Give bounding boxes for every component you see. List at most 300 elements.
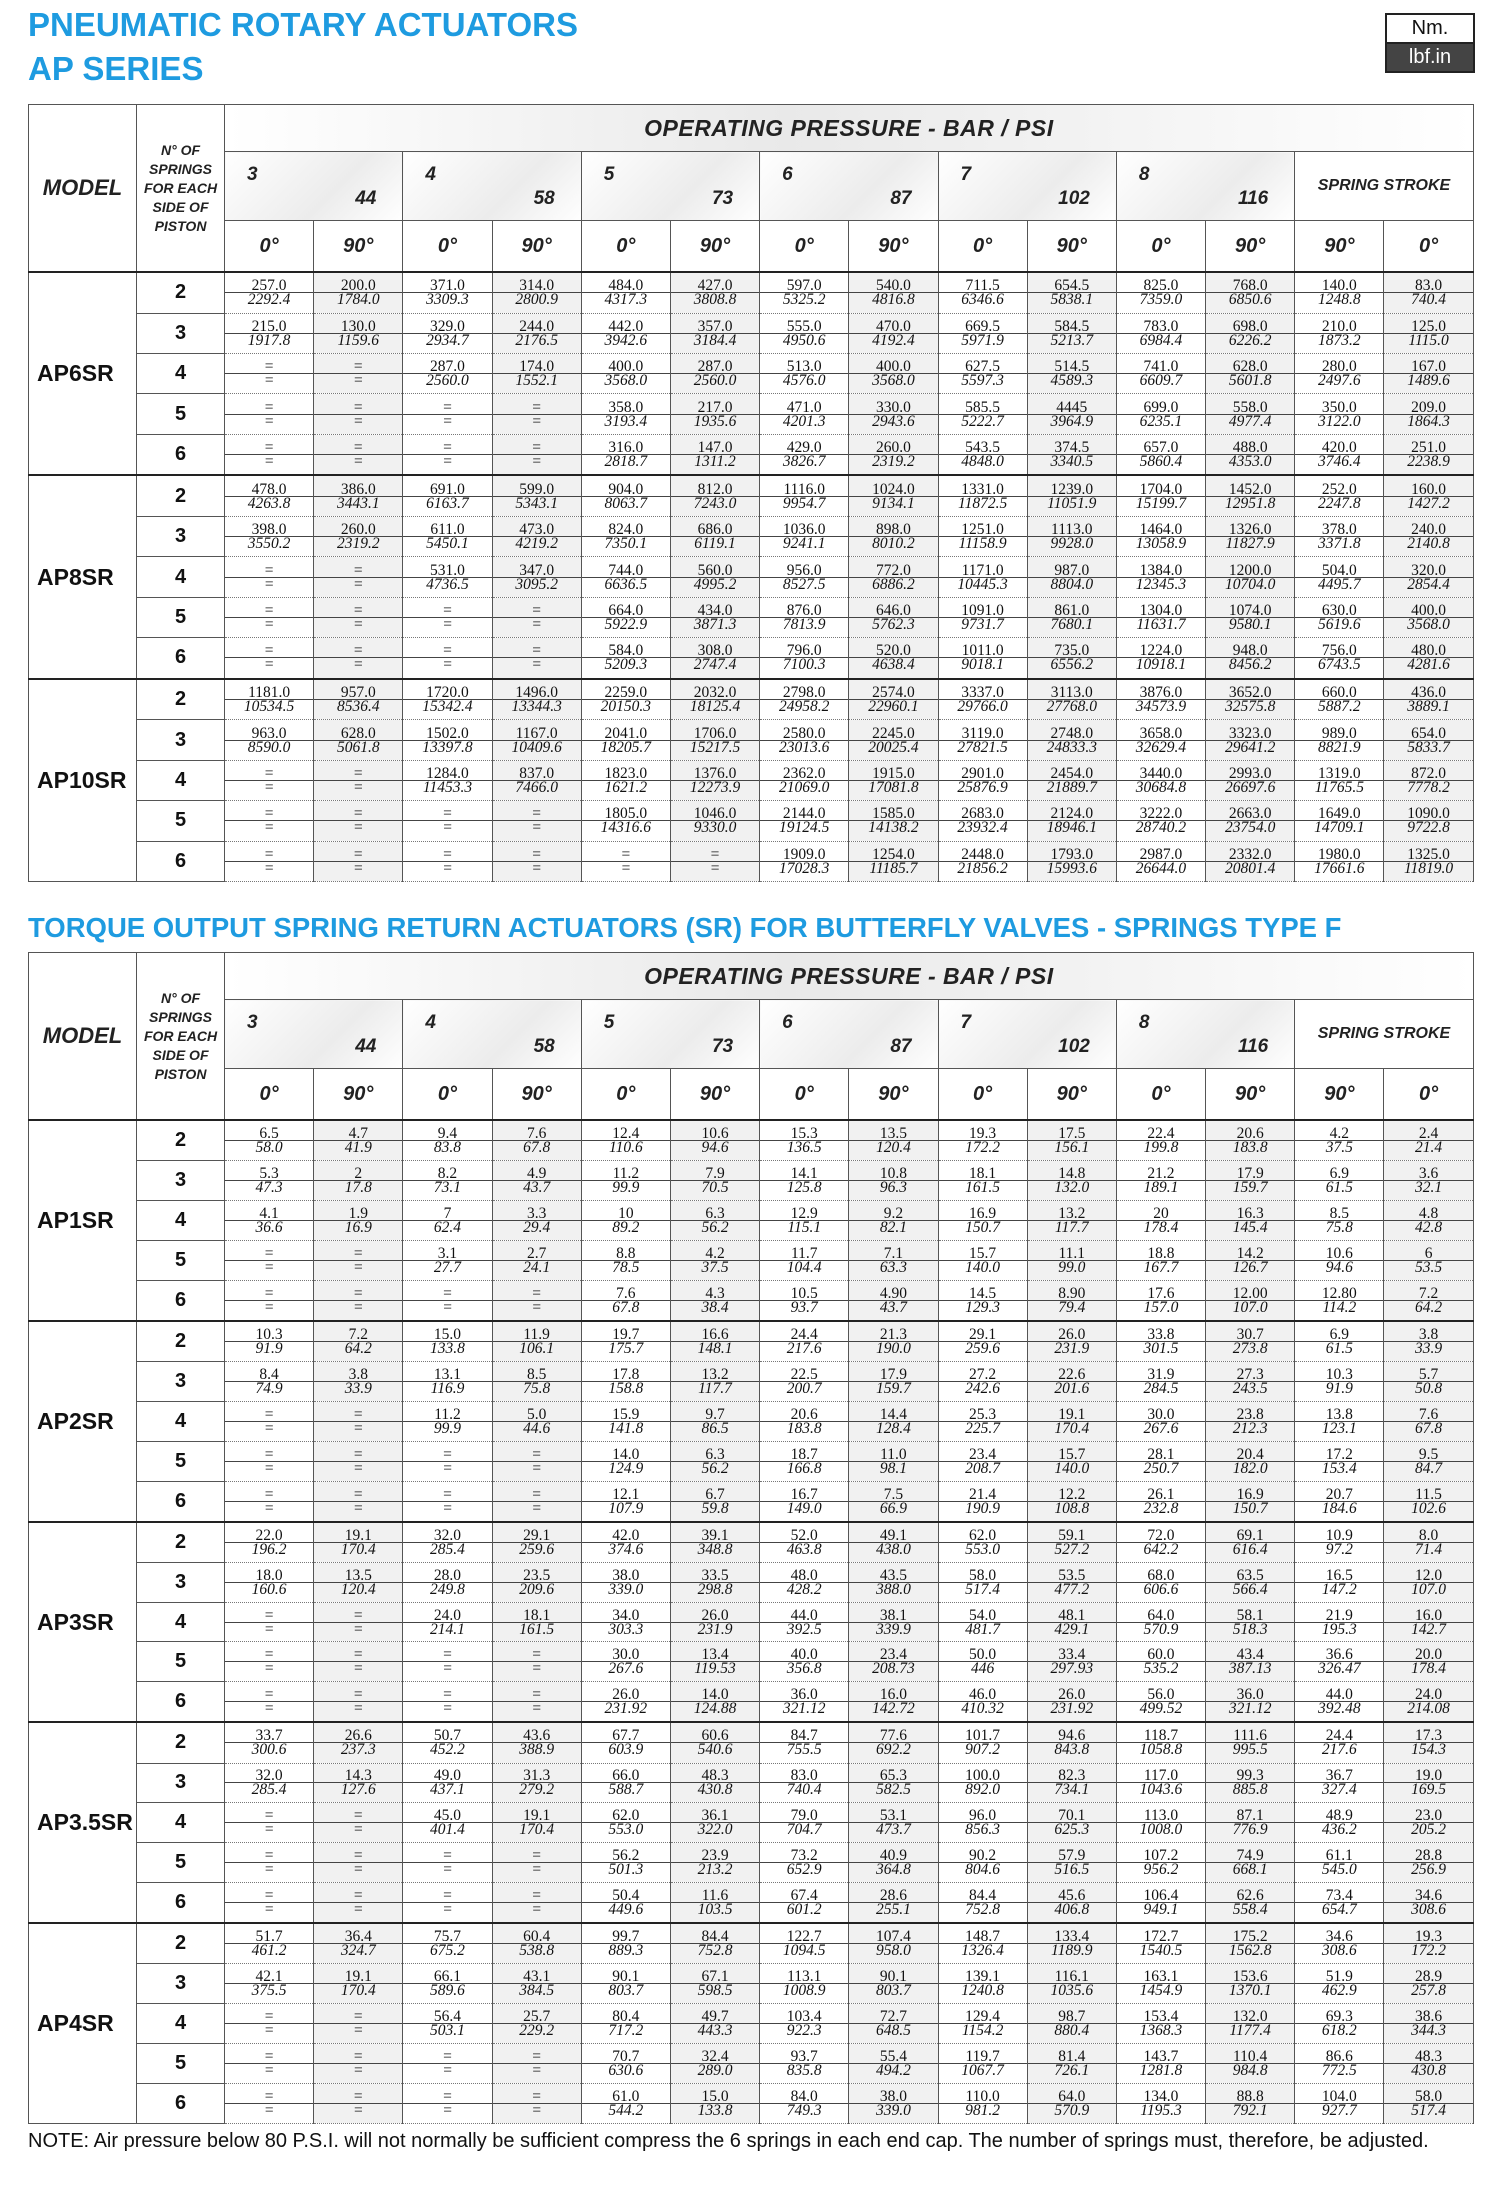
- torque-nm: 167.0: [1411, 358, 1447, 376]
- torque-lbfin: 41.9: [314, 1140, 402, 1154]
- torque-lbfin: 104.4: [760, 1260, 848, 1274]
- torque-cell: [1206, 272, 1295, 313]
- torque-lbfin: 516.5: [1028, 1862, 1116, 1876]
- torque-lbfin: 463.8: [760, 1542, 848, 1556]
- torque-lbfin: 36.6: [225, 1220, 313, 1234]
- torque-nm: 1704.0: [1139, 480, 1183, 498]
- torque-lbfin: 175.7: [582, 1341, 670, 1355]
- spring-count: 5: [137, 2044, 225, 2084]
- spring-count: 2: [137, 475, 225, 516]
- torque-cell: [403, 1522, 492, 1563]
- torque-nm: 796.0: [786, 642, 822, 660]
- torque-cell: [670, 841, 759, 881]
- torque-lbfin: 473.7: [849, 1822, 937, 1836]
- torque-nm: 744.0: [608, 561, 644, 579]
- torque-lbfin: 63.3: [849, 1260, 937, 1274]
- torque-nm: 2683.0: [961, 805, 1004, 823]
- torque-cell: [1384, 720, 1473, 760]
- torque-cell: [849, 801, 938, 841]
- torque-lbfin: 540.6: [671, 1742, 759, 1756]
- torque-cell: [403, 1642, 492, 1682]
- torque-lbfin: 922.3: [760, 2023, 848, 2037]
- torque-cell: [225, 1722, 314, 1763]
- torque-nm: 442.0: [608, 317, 644, 335]
- torque-nm: 60.0: [1147, 1646, 1175, 1664]
- torque-cell: [760, 2044, 849, 2084]
- torque-cell: [938, 313, 1027, 353]
- torque-nm: 5.0: [526, 1405, 547, 1423]
- torque-lbfin: 616.4: [1206, 1542, 1294, 1556]
- torque-lbfin: 94.6: [671, 1140, 759, 1154]
- torque-lbfin: 749.3: [760, 2103, 848, 2117]
- model-name: AP1SR: [29, 1120, 137, 1321]
- torque-cell: [314, 1441, 403, 1481]
- torque-nm: 2032.0: [693, 684, 737, 702]
- torque-lbfin: 27821.5: [939, 740, 1027, 754]
- torque-lbfin: =: [225, 657, 313, 671]
- torque-lbfin: 38.4: [671, 1300, 759, 1314]
- torque-cell: [1295, 2083, 1384, 2123]
- torque-lbfin: 4816.8: [849, 292, 937, 306]
- torque-nm: 119.7: [965, 2048, 1000, 2066]
- torque-nm: 62.6: [1236, 1887, 1264, 1905]
- torque-nm: 27.2: [969, 1365, 997, 1383]
- torque-lbfin: 123.1: [1295, 1421, 1383, 1435]
- torque-lbfin: 231.92: [582, 1701, 670, 1715]
- torque-cell: [225, 2044, 314, 2084]
- torque-cell: [760, 434, 849, 475]
- spring-count: 2: [137, 1321, 225, 1362]
- torque-nm: 2663.0: [1228, 805, 1272, 823]
- torque-lbfin: =: [403, 1862, 491, 1876]
- torque-nm: 6: [1424, 1244, 1433, 1262]
- torque-lbfin: 158.8: [582, 1381, 670, 1395]
- torque-cell: [1384, 679, 1473, 720]
- torque-nm: 10.8: [879, 1165, 907, 1183]
- torque-lbfin: 7243.0: [671, 496, 759, 510]
- torque-lbfin: 570.9: [1117, 1622, 1205, 1636]
- torque-lbfin: =: [314, 861, 402, 875]
- torque-lbfin: =: [225, 373, 313, 387]
- angle-header: 90°: [1206, 221, 1295, 273]
- torque-lbfin: 11872.5: [939, 496, 1027, 510]
- torque-cell: [938, 517, 1027, 557]
- torque-lbfin: 214.08: [1384, 1701, 1472, 1715]
- angle-header: 90°: [314, 1069, 403, 1121]
- torque-lbfin: 517.4: [939, 1582, 1027, 1596]
- torque-lbfin: 553.0: [939, 1542, 1027, 1556]
- torque-lbfin: 1248.8: [1295, 292, 1383, 306]
- torque-lbfin: 25876.9: [939, 780, 1027, 794]
- torque-cell: [760, 1642, 849, 1682]
- torque-cell: [849, 2083, 938, 2123]
- torque-cell: [938, 1361, 1027, 1401]
- torque-lbfin: 28740.2: [1117, 820, 1205, 834]
- torque-cell: [492, 313, 581, 353]
- torque-cell: [403, 434, 492, 475]
- torque-lbfin: =: [225, 820, 313, 834]
- torque-nm: 51.9: [1325, 1968, 1353, 1986]
- torque-nm: 585.5: [965, 398, 1001, 416]
- torque-lbfin: 5833.7: [1384, 740, 1472, 754]
- torque-lbfin: 23013.6: [760, 740, 848, 754]
- pressure-bar: 5: [603, 1012, 615, 1033]
- torque-nm: 8.8: [616, 1244, 636, 1262]
- torque-lbfin: 8804.0: [1028, 577, 1116, 591]
- torque-nm: 1113.0: [1051, 521, 1093, 539]
- torque-cell: [492, 679, 581, 720]
- torque-lbfin: 7680.1: [1028, 617, 1116, 631]
- torque-lbfin: 1189.9: [1028, 1943, 1116, 1957]
- torque-nm: 55.4: [879, 2048, 907, 2066]
- torque-cell: [670, 434, 759, 475]
- torque-cell: [1206, 1441, 1295, 1481]
- torque-nm: =: [264, 764, 274, 782]
- torque-lbfin: 2934.7: [403, 333, 491, 347]
- torque-cell: [1295, 1763, 1384, 1803]
- torque-cell: [403, 1321, 492, 1362]
- torque-lbfin: =: [493, 861, 581, 875]
- torque-nm: 12.0: [1415, 1566, 1443, 1584]
- torque-nm: 2798.0: [782, 684, 826, 702]
- torque-nm: 2448.0: [961, 845, 1004, 863]
- table-row: [29, 1161, 1474, 1201]
- torque-lbfin: 429.1: [1028, 1622, 1116, 1636]
- torque-lbfin: 324.7: [314, 1943, 402, 1957]
- torque-lbfin: 178.4: [1384, 1661, 1472, 1675]
- torque-lbfin: 1784.0: [314, 292, 402, 306]
- torque-cell: [760, 1843, 849, 1883]
- torque-nm: 43.6: [523, 1727, 551, 1745]
- torque-cell: [581, 679, 670, 720]
- torque-nm: 13.5: [879, 1125, 907, 1143]
- torque-lbfin: 93.7: [760, 1300, 848, 1314]
- torque-nm: =: [443, 398, 452, 416]
- torque-cell: [1206, 760, 1295, 800]
- torque-cell: [314, 1843, 403, 1883]
- torque-cell: [1295, 475, 1384, 516]
- torque-lbfin: 17661.6: [1295, 861, 1383, 875]
- torque-lbfin: 1562.8: [1206, 1943, 1294, 1957]
- torque-lbfin: 89.2: [582, 1220, 670, 1234]
- torque-nm: 2: [354, 1165, 363, 1183]
- torque-nm: 2332.0: [1228, 845, 1272, 863]
- torque-lbfin: 285.4: [403, 1542, 491, 1556]
- angle-header: 90°: [670, 1069, 759, 1121]
- torque-nm: 3119.0: [961, 724, 1004, 742]
- torque-nm: 400.0: [875, 358, 911, 376]
- torque-lbfin: 303.3: [582, 1622, 670, 1636]
- spring-count: 6: [137, 1481, 225, 1522]
- torque-cell: [1384, 801, 1473, 841]
- torque-nm: 3876.0: [1139, 684, 1183, 702]
- torque-cell: [938, 597, 1027, 637]
- torque-cell: [670, 1602, 759, 1642]
- torque-nm: =: [443, 601, 452, 619]
- torque-nm: 15.7: [1058, 1445, 1086, 1463]
- pressure-psi: 73: [711, 188, 734, 209]
- torque-nm: 94.6: [1058, 1727, 1086, 1745]
- torque-lbfin: 8010.2: [849, 536, 937, 550]
- torque-cell: [938, 1321, 1027, 1362]
- torque-nm: =: [353, 1887, 363, 1905]
- torque-lbfin: 388.9: [493, 1742, 581, 1756]
- torque-lbfin: 5971.9: [939, 333, 1027, 347]
- torque-cell: [1206, 1843, 1295, 1883]
- torque-nm: 427.0: [697, 277, 733, 295]
- model-name: AP2SR: [29, 1321, 137, 1522]
- torque-nm: =: [353, 358, 363, 376]
- torque-nm: 287.0: [430, 358, 465, 376]
- angle-header: 0°: [581, 221, 670, 273]
- torque-nm: 6.3: [705, 1445, 725, 1463]
- torque-cell: [581, 1321, 670, 1362]
- torque-nm: =: [264, 642, 274, 660]
- torque-lbfin: 4495.7: [1295, 577, 1383, 591]
- torque-nm: 14.0: [701, 1686, 729, 1704]
- pressure-cell: [581, 1000, 759, 1069]
- torque-nm: 28.6: [879, 1887, 907, 1905]
- torque-cell: [849, 1280, 938, 1321]
- torque-cell: [849, 1441, 938, 1481]
- torque-cell: [760, 1280, 849, 1321]
- torque-lbfin: 297.93: [1028, 1661, 1116, 1675]
- torque-lbfin: 11185.7: [849, 861, 937, 875]
- torque-cell: [1027, 1120, 1116, 1161]
- torque-cell: [938, 679, 1027, 720]
- operating-pressure-header: OPERATING PRESSURE - BAR / PSI: [225, 105, 1474, 152]
- torque-cell: [670, 597, 759, 637]
- torque-nm: 38.6: [1415, 2008, 1443, 2026]
- torque-table: [28, 952, 1474, 2124]
- torque-lbfin: 2247.8: [1295, 496, 1383, 510]
- torque-nm: 24.0: [433, 1606, 462, 1624]
- torque-cell: [849, 1120, 938, 1161]
- torque-lbfin: 11631.7: [1117, 617, 1205, 631]
- torque-lbfin: 7813.9: [760, 617, 848, 631]
- torque-cell: [581, 760, 670, 800]
- torque-nm: 4.7: [348, 1125, 368, 1143]
- torque-cell: [849, 1240, 938, 1280]
- torque-nm: 378.0: [1321, 521, 1357, 539]
- torque-cell: [581, 1522, 670, 1563]
- torque-lbfin: 1115.0: [1384, 333, 1472, 347]
- model-name: AP8SR: [29, 475, 137, 678]
- torque-nm: 13.2: [1058, 1204, 1086, 1222]
- torque-cell: [1295, 1964, 1384, 2004]
- torque-lbfin: 108.8: [1028, 1501, 1116, 1515]
- torque-cell: [849, 638, 938, 679]
- torque-cell: [938, 638, 1027, 679]
- table-row: [29, 679, 1474, 720]
- torque-lbfin: 167.7: [1117, 1260, 1205, 1274]
- torque-nm: 8.2: [437, 1165, 458, 1183]
- torque-nm: =: [353, 1646, 363, 1664]
- torque-nm: =: [264, 1646, 274, 1664]
- torque-lbfin: 1370.1: [1206, 1983, 1294, 1997]
- torque-cell: [492, 1923, 581, 1964]
- torque-nm: 32.4: [701, 2048, 729, 2066]
- torque-cell: [581, 1843, 670, 1883]
- page-subtitle: AP SERIES: [28, 50, 204, 87]
- torque-cell: [670, 1321, 759, 1362]
- torque-nm: 987.0: [1054, 561, 1090, 579]
- torque-nm: =: [353, 1686, 363, 1704]
- torque-lbfin: 7778.2: [1384, 780, 1472, 794]
- torque-lbfin: 11158.9: [939, 536, 1027, 550]
- torque-cell: [938, 1161, 1027, 1201]
- torque-nm: 957.0: [340, 684, 376, 702]
- torque-nm: 60.6: [701, 1727, 729, 1745]
- torque-nm: 963.0: [251, 724, 287, 742]
- torque-nm: 32.0: [433, 1526, 462, 1544]
- torque-cell: [492, 1401, 581, 1441]
- torque-cell: [1206, 313, 1295, 353]
- spring-stroke-header: SPRING STROKE: [1295, 152, 1473, 221]
- torque-nm: 63.5: [1236, 1566, 1264, 1584]
- torque-cell: [1027, 1722, 1116, 1763]
- torque-lbfin: 61.5: [1295, 1180, 1383, 1194]
- torque-nm: 357.0: [697, 317, 733, 335]
- torque-cell: [492, 1321, 581, 1362]
- torque-cell: [1206, 1200, 1295, 1240]
- spring-count: 3: [137, 1161, 225, 1201]
- torque-nm: 25.3: [969, 1405, 997, 1423]
- torque-nm: 19.1: [523, 1807, 551, 1825]
- table-row: [29, 760, 1474, 800]
- torque-cell: [1027, 1481, 1116, 1522]
- torque-nm: 49.0: [433, 1767, 462, 1785]
- torque-cell: [1384, 1481, 1473, 1522]
- torque-lbfin: 6850.6: [1206, 292, 1294, 306]
- torque-cell: [1295, 1240, 1384, 1280]
- torque-nm: =: [353, 642, 363, 660]
- torque-nm: 4.90: [879, 1284, 907, 1302]
- torque-cell: [225, 720, 314, 760]
- torque-cell: [1027, 2044, 1116, 2084]
- torque-nm: 287.0: [697, 358, 733, 376]
- torque-lbfin: 792.1: [1206, 2103, 1294, 2117]
- torque-cell: [314, 1321, 403, 1362]
- torque-table-1: [28, 104, 1473, 882]
- torque-lbfin: 5061.8: [314, 740, 402, 754]
- torque-lbfin: 161.5: [493, 1622, 581, 1636]
- torque-nm: 57.9: [1058, 1847, 1086, 1865]
- table-row: [29, 2083, 1474, 2123]
- torque-lbfin: 23754.0: [1206, 820, 1294, 834]
- angle-header: 0°: [225, 1069, 314, 1121]
- torque-lbfin: 195.3: [1295, 1622, 1383, 1636]
- torque-cell: [1295, 517, 1384, 557]
- torque-nm: 104.0: [1321, 2087, 1357, 2105]
- torque-nm: 11.6: [701, 1887, 729, 1905]
- torque-lbfin: 8456.2: [1206, 657, 1294, 671]
- torque-cell: [314, 1361, 403, 1401]
- torque-cell: [1027, 1361, 1116, 1401]
- torque-lbfin: 160.6: [225, 1582, 313, 1596]
- torque-nm: 1384.0: [1139, 561, 1183, 579]
- torque-cell: [581, 1883, 670, 1924]
- torque-nm: 2748.0: [1050, 724, 1094, 742]
- torque-cell: [314, 1481, 403, 1522]
- torque-lbfin: 553.0: [582, 1822, 670, 1836]
- pressure-psi: 44: [355, 1036, 377, 1057]
- angle-header: 0°: [938, 1069, 1027, 1121]
- torque-cell: [581, 1964, 670, 2004]
- torque-lbfin: 3568.0: [582, 373, 670, 387]
- torque-cell: [225, 1441, 314, 1481]
- torque-nm: 66.1: [433, 1968, 462, 1986]
- torque-cell: [1206, 475, 1295, 516]
- torque-nm: 40.0: [790, 1646, 818, 1664]
- torque-cell: [492, 557, 581, 597]
- torque-cell: [225, 1361, 314, 1401]
- torque-nm: =: [532, 1847, 542, 1865]
- torque-nm: 16.6: [701, 1325, 729, 1343]
- torque-lbfin: 956.2: [1117, 1862, 1205, 1876]
- pressure-bar: 3: [247, 164, 258, 185]
- torque-lbfin: 242.6: [939, 1381, 1027, 1395]
- torque-cell: [849, 1923, 938, 1964]
- torque-cell: [670, 1682, 759, 1723]
- torque-lbfin: 3371.8: [1295, 536, 1383, 550]
- torque-lbfin: =: [314, 414, 402, 428]
- torque-cell: [581, 434, 670, 475]
- torque-cell: [403, 1803, 492, 1843]
- torque-cell: [314, 434, 403, 475]
- torque-cell: [581, 1280, 670, 1321]
- torque-cell: [1027, 1803, 1116, 1843]
- torque-cell: [225, 475, 314, 516]
- torque-lbfin: 14316.6: [582, 820, 670, 834]
- torque-nm: 7.6: [526, 1125, 547, 1143]
- torque-cell: [1116, 557, 1205, 597]
- torque-nm: 22.6: [1058, 1365, 1086, 1383]
- torque-cell: [670, 720, 759, 760]
- torque-cell: [849, 272, 938, 313]
- torque-nm: 26.0: [1058, 1325, 1086, 1343]
- torque-lbfin: 150.7: [939, 1220, 1027, 1234]
- torque-cell: [849, 517, 938, 557]
- table-row: [29, 1923, 1474, 1964]
- angle-header: 90°: [492, 1069, 581, 1121]
- torque-nm: 48.3: [1415, 2048, 1443, 2066]
- torque-nm: 240.0: [1411, 521, 1447, 539]
- torque-nm: 26.0: [701, 1606, 729, 1624]
- torque-nm: =: [443, 1686, 452, 1704]
- torque-lbfin: 9018.1: [939, 657, 1027, 671]
- torque-nm: =: [443, 1284, 452, 1302]
- torque-lbfin: 67.8: [1384, 1421, 1472, 1435]
- torque-lbfin: 630.6: [582, 2063, 670, 2077]
- torque-nm: =: [353, 1284, 363, 1302]
- spring-count: 5: [137, 394, 225, 434]
- torque-lbfin: 217.6: [1295, 1742, 1383, 1756]
- torque-cell: [1206, 1562, 1295, 1602]
- torque-cell: [1116, 1361, 1205, 1401]
- torque-cell: [670, 1803, 759, 1843]
- torque-nm: 2245.0: [872, 724, 915, 742]
- torque-lbfin: 625.3: [1028, 1822, 1116, 1836]
- torque-nm: =: [264, 1405, 274, 1423]
- torque-nm: =: [443, 1485, 452, 1503]
- torque-cell: [1384, 1200, 1473, 1240]
- table-row: [29, 434, 1474, 475]
- torque-lbfin: 102.6: [1384, 1501, 1472, 1515]
- torque-cell: [1027, 1562, 1116, 1602]
- torque-cell: [938, 1602, 1027, 1642]
- torque-cell: [1384, 2004, 1473, 2044]
